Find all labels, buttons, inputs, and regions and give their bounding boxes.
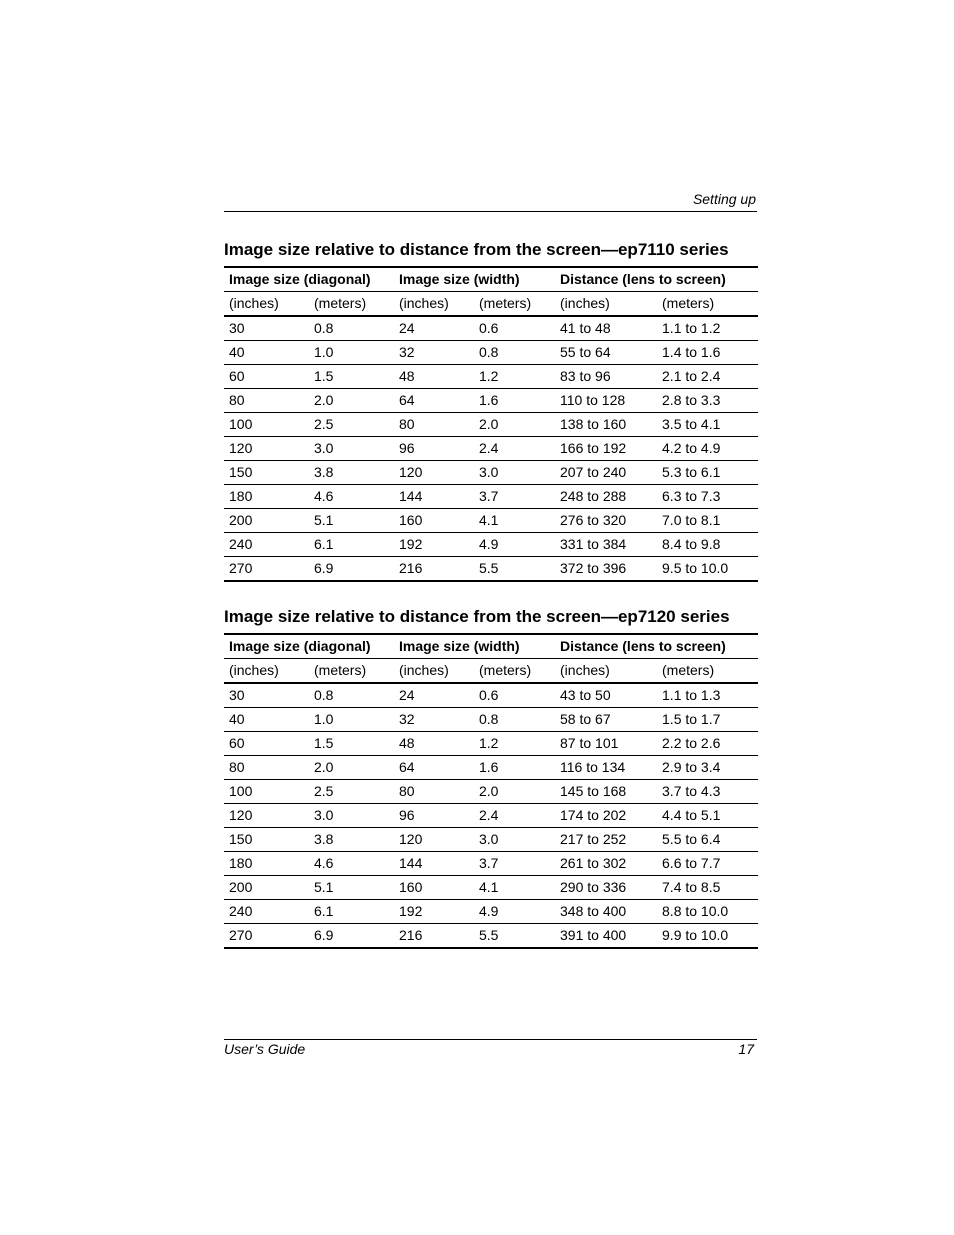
- table-cell: 138 to 160: [555, 413, 657, 437]
- unit-header: (meters): [474, 659, 555, 684]
- table-cell: 261 to 302: [555, 852, 657, 876]
- table-row: [224, 708, 758, 732]
- table-cell: 40: [224, 341, 309, 365]
- table-cell: 6.9: [314, 560, 334, 576]
- table-cell: 1.6: [474, 389, 555, 413]
- table-cell: 6.3 to 7.3: [657, 485, 758, 509]
- unit-header: (inches): [224, 292, 309, 317]
- table-cell: 55 to 64: [555, 341, 657, 365]
- table-cell: 1.5: [309, 365, 394, 389]
- table-cell: 2.0: [309, 756, 394, 780]
- ep7110-section: [224, 240, 758, 582]
- table-cell: 96: [394, 437, 474, 461]
- table-cell: 3.0: [309, 437, 394, 461]
- table-cell: 43 to 50: [555, 683, 657, 708]
- table-cell: 80: [224, 756, 309, 780]
- table-group-header-row: [224, 267, 758, 292]
- table-cell: 5.3 to 6.1: [657, 461, 758, 485]
- table-cell: 2.5: [309, 780, 394, 804]
- table-cell: 30: [224, 316, 309, 341]
- table-cell: 9.9 to 10.0: [662, 927, 729, 943]
- table-row: [224, 461, 758, 485]
- table-cell: 0.8: [309, 683, 394, 708]
- table-cell: 8.8 to 10.0: [657, 900, 758, 924]
- table-cell: 1.0: [309, 708, 394, 732]
- table-cell: 0.8: [474, 341, 555, 365]
- group-header-width: Image size (width): [394, 267, 555, 292]
- table-row: [224, 732, 758, 756]
- table-cell: 1.4 to 1.6: [657, 341, 758, 365]
- table-cell: 40: [224, 708, 309, 732]
- table-cell: 2.0: [309, 389, 394, 413]
- table-cell: 120: [224, 804, 309, 828]
- table-row: [224, 924, 758, 949]
- unit-header: (meters): [657, 292, 758, 317]
- table-cell: 64: [394, 756, 474, 780]
- table-cell: 4.1: [474, 509, 555, 533]
- table-cell: 4.6: [309, 852, 394, 876]
- table-cell: 391 to 400: [560, 927, 627, 943]
- table-cell: 3.7: [474, 485, 555, 509]
- table-cell: 200: [224, 509, 309, 533]
- unit-header: (meters): [657, 659, 758, 684]
- table-cell: 2.1 to 2.4: [657, 365, 758, 389]
- table-cell: 83 to 96: [555, 365, 657, 389]
- table-units-row: [224, 292, 758, 317]
- table-cell: 1.5: [309, 732, 394, 756]
- table-row: [224, 852, 758, 876]
- footer-rule: [224, 1039, 757, 1040]
- table-row: [224, 485, 758, 509]
- table-cell: 48: [394, 365, 474, 389]
- table-cell: 120: [394, 461, 474, 485]
- table-cell: 64: [394, 389, 474, 413]
- table-cell: 1.1 to 1.3: [657, 683, 758, 708]
- table-row: [224, 756, 758, 780]
- table-cell: 24: [394, 316, 474, 341]
- table-cell: 2.4: [474, 804, 555, 828]
- table-cell: 41 to 48: [555, 316, 657, 341]
- table-cell: 248 to 288: [555, 485, 657, 509]
- table-cell: 30: [224, 683, 309, 708]
- unit-header: (inches): [394, 659, 474, 684]
- unit-header: (inches): [224, 659, 309, 684]
- table-cell: 1.2: [474, 732, 555, 756]
- table-cell: 6.1: [309, 900, 394, 924]
- table-cell: 4.1: [474, 876, 555, 900]
- table-cell: 80: [394, 413, 474, 437]
- table-cell: 6.6 to 7.7: [657, 852, 758, 876]
- table-row: [224, 876, 758, 900]
- footer-guide-title: User’s Guide: [224, 1041, 306, 1057]
- unit-header: (inches): [394, 292, 474, 317]
- table-cell: 96: [394, 804, 474, 828]
- unit-header: (inches): [555, 659, 657, 684]
- ep7120-table-title: Image size relative to distance from the screen—ep7120 series: [224, 607, 730, 626]
- table-cell: 200: [224, 876, 309, 900]
- table-cell: 180: [224, 852, 309, 876]
- table-row: [224, 557, 758, 582]
- table-cell: 60: [224, 732, 309, 756]
- table-cell: 80: [224, 389, 309, 413]
- table-row: [224, 437, 758, 461]
- table-cell: 216: [399, 927, 423, 943]
- table-cell: 240: [224, 533, 309, 557]
- table-cell: 4.6: [309, 485, 394, 509]
- table-row: [224, 413, 758, 437]
- group-header-distance: Distance (lens to screen): [555, 634, 758, 659]
- table-row: [224, 316, 758, 341]
- table-cell: 270: [229, 560, 253, 576]
- unit-header: (meters): [309, 659, 394, 684]
- group-header-diagonal: Image size (diagonal): [224, 634, 394, 659]
- table-cell: 180: [224, 485, 309, 509]
- table-cell: 0.8: [309, 316, 394, 341]
- table-cell: 290 to 336: [555, 876, 657, 900]
- table-cell: 3.7: [474, 852, 555, 876]
- table-row: [224, 509, 758, 533]
- table-cell: 192: [394, 533, 474, 557]
- table-cell: 0.6: [474, 683, 555, 708]
- table-cell: 9.5 to 10.0: [662, 560, 729, 576]
- table-cell: 100: [224, 780, 309, 804]
- table-cell: 120: [394, 828, 474, 852]
- table-cell: 4.9: [474, 533, 555, 557]
- table-cell: 348 to 400: [555, 900, 657, 924]
- table-cell: 4.4 to 5.1: [657, 804, 758, 828]
- table-row: [224, 804, 758, 828]
- table-cell: 4.9: [474, 900, 555, 924]
- table-cell: 150: [224, 461, 309, 485]
- running-header: Setting up: [692, 191, 756, 207]
- table-cell: 116 to 134: [555, 756, 657, 780]
- table-units-row: [224, 659, 758, 684]
- table-cell: 166 to 192: [555, 437, 657, 461]
- table-cell: 120: [224, 437, 309, 461]
- group-header-distance: Distance (lens to screen): [555, 267, 758, 292]
- unit-header: (inches): [555, 292, 657, 317]
- table-row: [224, 341, 758, 365]
- table-cell: 32: [394, 708, 474, 732]
- table-cell: 1.2: [474, 365, 555, 389]
- table-cell: 5.5: [479, 927, 499, 943]
- table-cell: 331 to 384: [555, 533, 657, 557]
- table-cell: 2.0: [474, 780, 555, 804]
- table-cell: 145 to 168: [555, 780, 657, 804]
- table-cell: 160: [394, 876, 474, 900]
- table-cell: 7.0 to 8.1: [657, 509, 758, 533]
- table-cell: 80: [394, 780, 474, 804]
- table-cell: 24: [394, 683, 474, 708]
- table-cell: 3.8: [309, 461, 394, 485]
- table-cell: 5.1: [309, 509, 394, 533]
- table-row: [224, 683, 758, 708]
- table-cell: 48: [394, 732, 474, 756]
- ep7120-size-table: [224, 633, 758, 949]
- table-cell: 5.5: [479, 560, 499, 576]
- table-cell: 160: [394, 509, 474, 533]
- table-cell: 58 to 67: [555, 708, 657, 732]
- table-cell: 3.0: [474, 828, 555, 852]
- table-cell: 5.5 to 6.4: [657, 828, 758, 852]
- table-cell: 192: [394, 900, 474, 924]
- table-cell: 207 to 240: [555, 461, 657, 485]
- ep7110-table-body: [224, 316, 758, 581]
- table-cell: 8.4 to 9.8: [657, 533, 758, 557]
- group-header-diagonal: Image size (diagonal): [224, 267, 394, 292]
- table-cell: 240: [224, 900, 309, 924]
- table-group-header-row: [224, 634, 758, 659]
- table-row: [224, 828, 758, 852]
- table-cell: 3.7 to 4.3: [657, 780, 758, 804]
- ep7120-section: [224, 607, 758, 949]
- table-cell: 2.2 to 2.6: [657, 732, 758, 756]
- table-cell: 144: [394, 485, 474, 509]
- table-cell: 1.0: [309, 341, 394, 365]
- unit-header: (meters): [309, 292, 394, 317]
- table-cell: 372 to 396: [560, 560, 627, 576]
- page-number: 17: [738, 1041, 754, 1057]
- table-cell: 7.4 to 8.5: [657, 876, 758, 900]
- table-cell: 2.8 to 3.3: [657, 389, 758, 413]
- table-cell: 6.9: [314, 927, 334, 943]
- table-cell: 4.2 to 4.9: [657, 437, 758, 461]
- table-cell: 2.0: [474, 413, 555, 437]
- table-cell: 2.4: [474, 437, 555, 461]
- table-cell: 3.8: [309, 828, 394, 852]
- unit-header: (meters): [474, 292, 555, 317]
- table-cell: 1.5 to 1.7: [657, 708, 758, 732]
- table-cell: 174 to 202: [555, 804, 657, 828]
- table-cell: 276 to 320: [555, 509, 657, 533]
- table-row: [224, 389, 758, 413]
- table-cell: 100: [224, 413, 309, 437]
- ep7120-table-body: [224, 683, 758, 948]
- table-row: [224, 533, 758, 557]
- table-row: [224, 780, 758, 804]
- table-cell: 217 to 252: [555, 828, 657, 852]
- table-cell: 2.9 to 3.4: [657, 756, 758, 780]
- table-cell: 5.1: [309, 876, 394, 900]
- table-cell: 3.0: [309, 804, 394, 828]
- table-cell: 216: [399, 560, 423, 576]
- table-cell: 150: [224, 828, 309, 852]
- table-cell: 270: [229, 927, 253, 943]
- table-cell: 3.0: [474, 461, 555, 485]
- table-cell: 2.5: [309, 413, 394, 437]
- table-cell: 87 to 101: [555, 732, 657, 756]
- table-cell: 110 to 128: [555, 389, 657, 413]
- table-row: [224, 900, 758, 924]
- table-cell: 144: [394, 852, 474, 876]
- table-row: [224, 365, 758, 389]
- table-cell: 1.6: [474, 756, 555, 780]
- table-cell: 1.1 to 1.2: [657, 316, 758, 341]
- table-cell: 3.5 to 4.1: [657, 413, 758, 437]
- table-cell: 32: [394, 341, 474, 365]
- ep7110-table-title: Image size relative to distance from the screen—ep7110 series: [224, 240, 729, 259]
- table-cell: 60: [224, 365, 309, 389]
- table-cell: 0.8: [474, 708, 555, 732]
- table-cell: 0.6: [474, 316, 555, 341]
- table-cell: 6.1: [309, 533, 394, 557]
- group-header-width: Image size (width): [394, 634, 555, 659]
- header-rule: [224, 211, 757, 212]
- ep7110-size-table: [224, 266, 758, 582]
